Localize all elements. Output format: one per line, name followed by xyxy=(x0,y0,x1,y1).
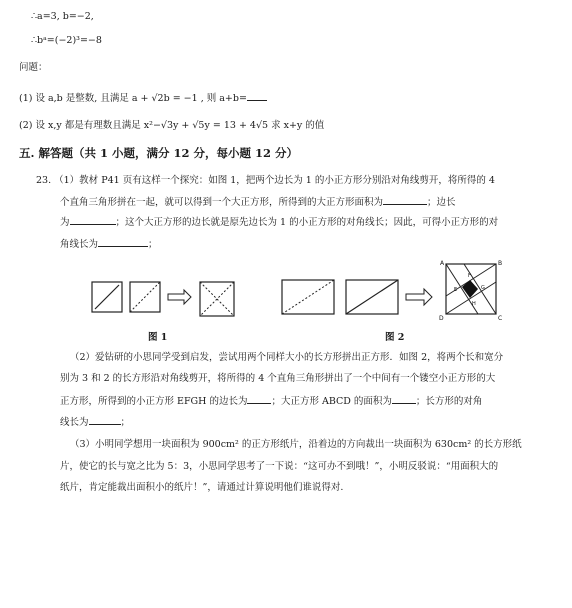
p23-part2-line-4-tail: ； xyxy=(120,417,131,428)
figure-1 xyxy=(90,278,260,322)
p23-part3-line-1: （3）小明同学想用一块面积为 900cm² 的正方形纸片，沿着边的方向裁出一块面积为 630cm² 的长方形纸 xyxy=(70,439,522,450)
fig2-label-C: C xyxy=(498,315,503,322)
fig2-label-F: F xyxy=(468,273,471,279)
line-b-power: ∴bᵃ=(−2)³=−8 xyxy=(31,35,102,46)
p23-line-4-text: 角线长为 xyxy=(60,239,99,250)
p23-line-2-text: 个直角三角形拼在一起，就可以得到一个大正方形，所得到的大正方形面积为 xyxy=(60,197,384,208)
line-a-b-values: ∴a=3, b=−2, xyxy=(31,11,94,22)
question-2: (2) 设 x,y 都是有理数且满足 x²−√3y + √5y = 13 + 4√5 求 x+y 的值 xyxy=(19,120,325,131)
p23-line-3 xyxy=(60,214,498,229)
question-1-text: (1) 设 a,b 是整数, 且满足 a + √2b = −1 , 则 a+b= xyxy=(19,93,247,104)
p23-part2-line-3 xyxy=(60,393,482,408)
p23-part2-line-4-text: 线长为 xyxy=(60,417,89,428)
fig2-label-D: D xyxy=(439,315,444,322)
fig1-arrow xyxy=(168,290,191,304)
fig2-label-A: A xyxy=(440,260,445,267)
fig2-label-H: H xyxy=(472,301,476,307)
blank-diagonal-length xyxy=(98,236,148,247)
p23-line-4-tail: ； xyxy=(148,239,158,250)
fig2-arrow xyxy=(406,289,432,305)
blank-big-square-side xyxy=(70,214,116,225)
blank-big-square-area xyxy=(383,194,427,205)
figure-1-caption: 图 1 xyxy=(148,332,168,343)
fig2-label-G: G xyxy=(481,285,485,291)
p23-part3-line-3: 纸片，肯定能裁出面积小的纸片！”，请通过计算说明他们谁说得对. xyxy=(60,482,344,493)
fig2-label-E: E xyxy=(454,287,458,293)
p23-part2-line-3-tail: ；长方形的对角 xyxy=(415,396,483,407)
p23-line-3-text: ；这个大正方形的边长就是原先边长为 1 的小正方形的对角线长；因此，可得小正方形的对 xyxy=(115,217,499,228)
p23-part2-line-3-text: 正方形，所得到的小正方形 EFGH 的边长为 xyxy=(60,396,248,407)
fig2-rect-1-diagonal xyxy=(282,280,334,314)
p23-part2-line-1: （2）爱钻研的小思同学受到启发，尝试用两个同样大小的长方形拼出正方形．如图 2，将两个长和宽分 xyxy=(70,352,504,363)
p23-line-1: 23. （1）教材 P41 页有这样一个探究：如图 1，把两个边长为 1 的小正方形分别沿对角线剪开，将所得的 4 xyxy=(36,175,495,186)
p23-line-3-head: 为 xyxy=(60,217,70,228)
p23-part2-line-3-mid: ；大正方形 ABCD 的面积为 xyxy=(271,396,392,407)
p23-part2-line-2: 别为 3 和 2 的长方形沿对角线剪开，将所得的 4 个直角三角形拼出了一个中间有一个镂空小正方形的大 xyxy=(60,373,496,384)
section-title: 五. 解答题（共 1 小题，满分 12 分，每小题 12 分） xyxy=(19,146,299,160)
question-1 xyxy=(19,90,267,105)
figure-2-caption: 图 2 xyxy=(385,332,405,343)
p23-line-2 xyxy=(60,194,456,209)
question-1-blank xyxy=(247,90,267,101)
p23-part2-line-4 xyxy=(60,414,130,429)
blank-small-square-side xyxy=(247,393,271,404)
p23-part3-line-2: 片，使它的长与宽之比为 5：3，小思同学思考了一下说：“这可办不到哦！”，小明反驳说：“用面积大的 xyxy=(60,461,499,472)
heading-wenti: 问题： xyxy=(19,62,48,73)
p23-line-2-tail: ；边长 xyxy=(427,197,456,208)
fig1-diagonal-1 xyxy=(95,285,119,309)
blank-rect-diagonal xyxy=(89,414,121,425)
fig2-label-B: B xyxy=(498,260,503,267)
fig1-diagonal-2 xyxy=(130,282,160,312)
figure-2 xyxy=(282,258,522,324)
blank-big-square-area-2 xyxy=(392,393,416,404)
fig2-rect-2-diagonal xyxy=(346,280,398,314)
p23-line-4 xyxy=(60,236,158,251)
